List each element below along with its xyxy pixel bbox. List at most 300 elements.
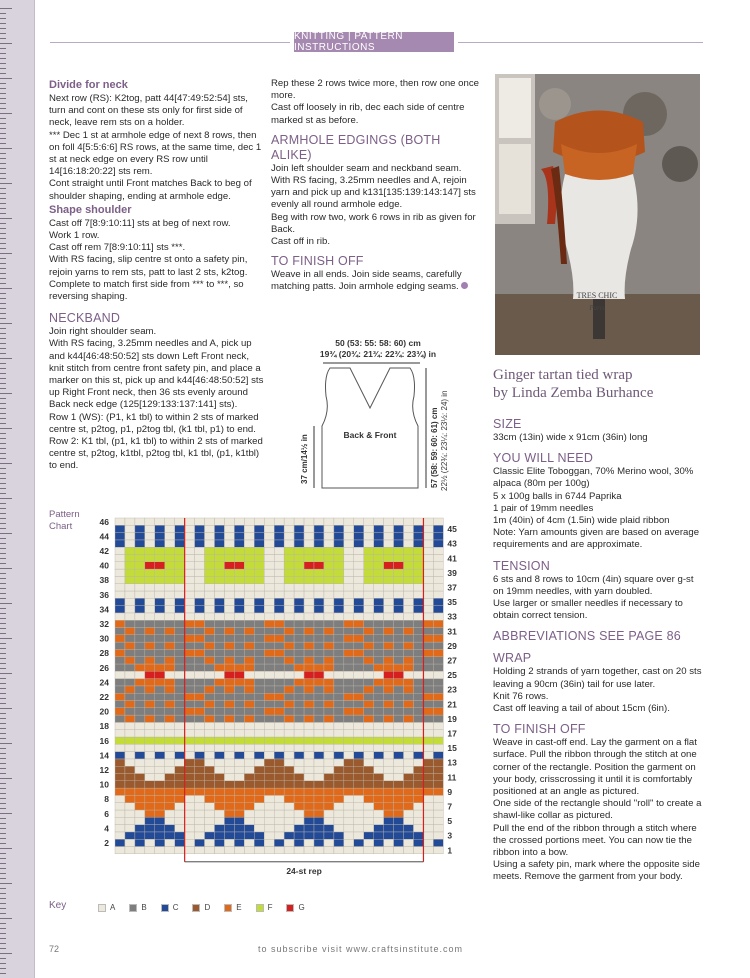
chart-cell	[165, 715, 175, 722]
chart-cell	[244, 518, 254, 525]
chart-cell	[254, 701, 264, 708]
chart-cell	[394, 803, 404, 810]
chart-cell	[334, 649, 344, 656]
chart-cell	[364, 555, 374, 562]
chart-cell	[244, 730, 254, 737]
chart-cell	[244, 701, 254, 708]
chart-cell	[394, 525, 404, 532]
chart-cell	[155, 671, 165, 678]
chart-cell	[394, 810, 404, 817]
chart-cell	[384, 584, 394, 591]
chart-cell	[165, 547, 175, 554]
chart-cell	[125, 686, 135, 693]
ruler-tick	[0, 593, 6, 594]
ruler-tick	[0, 693, 6, 694]
chart-cell	[344, 555, 354, 562]
chart-cell	[165, 620, 175, 627]
chart-cell	[224, 832, 234, 839]
chart-cell	[414, 781, 424, 788]
chart-cell	[384, 555, 394, 562]
chart-cell	[304, 752, 314, 759]
chart-cell	[314, 533, 324, 540]
chart-cell	[354, 547, 364, 554]
chart-cell	[423, 752, 433, 759]
key-letter: D	[204, 903, 211, 912]
chart-cell	[304, 744, 314, 751]
chart-cell	[334, 576, 344, 583]
chart-cell	[115, 715, 125, 722]
chart-cell	[274, 525, 284, 532]
ruler-tick	[0, 283, 6, 284]
chart-cell	[135, 708, 145, 715]
ruler-tick	[0, 93, 6, 94]
chart-cell	[384, 847, 394, 854]
chart-cell	[274, 533, 284, 540]
chart-cell	[354, 752, 364, 759]
chart-cell	[284, 547, 294, 554]
chart-cell	[334, 839, 344, 846]
chart-cell	[234, 628, 244, 635]
chart-cell	[215, 562, 225, 569]
chart-cell	[334, 722, 344, 729]
chart-cell	[155, 788, 165, 795]
ruler-tick	[0, 968, 6, 969]
chart-cell	[364, 598, 374, 605]
chart-cell	[195, 686, 205, 693]
chart-cell	[284, 679, 294, 686]
ruler-tick	[0, 253, 12, 254]
chart-cell	[384, 635, 394, 642]
chart-cell	[175, 628, 185, 635]
chart-cell	[324, 810, 334, 817]
chart-cell	[125, 744, 135, 751]
chart-cell	[185, 525, 195, 532]
chart-cell	[394, 832, 404, 839]
chart-cell	[165, 737, 175, 744]
chart-cell	[125, 664, 135, 671]
chart-cell	[354, 598, 364, 605]
ruler-tick	[0, 733, 6, 734]
chart-cell	[264, 671, 274, 678]
chart-cell	[165, 744, 175, 751]
chart-cell	[354, 817, 364, 824]
chart-cell	[254, 547, 264, 554]
chart-cell	[175, 839, 185, 846]
chart-cell	[175, 737, 185, 744]
chart-cell	[274, 715, 284, 722]
chart-cell	[224, 781, 234, 788]
chart-cell	[224, 766, 234, 773]
chart-cell	[414, 671, 424, 678]
chart-cell	[155, 817, 165, 824]
chart-cell	[394, 642, 404, 649]
chart-cell	[224, 744, 234, 751]
wrap-heading: WRAP	[493, 651, 532, 666]
chart-cell	[304, 737, 314, 744]
chart-cell	[374, 649, 384, 656]
chart-cell	[175, 847, 185, 854]
chart-cell	[314, 774, 324, 781]
chart-cell	[215, 649, 225, 656]
ruler-tick	[0, 663, 6, 664]
chart-cell	[155, 649, 165, 656]
chart-cell	[364, 730, 374, 737]
chart-cell	[215, 832, 225, 839]
chart-cell	[125, 737, 135, 744]
chart-cell	[344, 730, 354, 737]
chart-cell	[364, 708, 374, 715]
chart-cell	[294, 715, 304, 722]
chart-cell	[314, 817, 324, 824]
chart-cell	[145, 555, 155, 562]
chart-cell	[135, 606, 145, 613]
ruler-tick	[0, 893, 6, 894]
chart-cell	[215, 525, 225, 532]
chart-cell	[334, 766, 344, 773]
key-letter: B	[141, 903, 147, 912]
chart-cell	[215, 701, 225, 708]
chart-cell	[284, 803, 294, 810]
chart-cell	[125, 555, 135, 562]
chart-cell	[165, 766, 175, 773]
chart-cell	[115, 686, 125, 693]
chart-cell	[224, 671, 234, 678]
chart-cell	[185, 839, 195, 846]
chart-cell	[274, 847, 284, 854]
chart-cell	[433, 576, 443, 583]
chart-cell	[394, 766, 404, 773]
chart-cell	[324, 788, 334, 795]
chart-cell	[354, 708, 364, 715]
chart-cell	[324, 591, 334, 598]
chart-row-number-right: 7	[447, 801, 453, 812]
chart-cell	[254, 671, 264, 678]
chart-cell	[284, 686, 294, 693]
chart-cell	[145, 715, 155, 722]
chart-cell	[294, 752, 304, 759]
chart-cell	[384, 788, 394, 795]
chart-cell	[145, 795, 155, 802]
chart-cell	[135, 598, 145, 605]
chart-cell	[115, 591, 125, 598]
chart-cell	[115, 598, 125, 605]
chart-cell	[244, 803, 254, 810]
chart-cell	[165, 664, 175, 671]
chart-cell	[264, 533, 274, 540]
chart-cell	[404, 686, 414, 693]
ruler-tick	[0, 843, 6, 844]
chart-cell	[155, 781, 165, 788]
chart-cell	[205, 817, 215, 824]
chart-row-number-right: 43	[447, 538, 457, 549]
chart-cell	[175, 584, 185, 591]
chart-cell	[264, 540, 274, 547]
chart-cell	[244, 569, 254, 576]
ruler-tick	[0, 643, 6, 644]
chart-cell	[224, 562, 234, 569]
chart-cell	[294, 547, 304, 554]
chart-cell	[384, 701, 394, 708]
chart-cell	[264, 606, 274, 613]
chart-cell	[215, 839, 225, 846]
chart-cell	[205, 613, 215, 620]
key-swatch	[286, 904, 294, 912]
chart-cell	[423, 525, 433, 532]
chart-cell	[314, 598, 324, 605]
chart-cell	[334, 832, 344, 839]
chart-cell	[433, 606, 443, 613]
chart-cell	[155, 839, 165, 846]
chart-cell	[304, 598, 314, 605]
chart-cell	[115, 664, 125, 671]
chart-cell	[234, 847, 244, 854]
chart-cell	[433, 722, 443, 729]
chart-cell	[294, 518, 304, 525]
chart-cell	[125, 584, 135, 591]
chart-cell	[145, 788, 155, 795]
chart-cell	[423, 803, 433, 810]
chart-cell	[155, 664, 165, 671]
chart-cell	[224, 628, 234, 635]
chart-cell	[195, 708, 205, 715]
chart-cell	[344, 540, 354, 547]
ruler-tick	[0, 518, 6, 519]
chart-cell	[135, 576, 145, 583]
chart-cell	[324, 803, 334, 810]
chart-cell	[195, 839, 205, 846]
chart-cell	[205, 649, 215, 656]
chart-cell	[334, 547, 344, 554]
schematic-width-cm: 50 (53: 55: 58: 60) cm	[335, 338, 421, 348]
chart-cell	[314, 788, 324, 795]
wrap-photo	[495, 74, 700, 355]
chart-cell	[205, 825, 215, 832]
chart-cell	[394, 598, 404, 605]
chart-cell	[205, 540, 215, 547]
chart-cell	[125, 649, 135, 656]
chart-cell	[394, 774, 404, 781]
chart-cell	[274, 598, 284, 605]
chart-cell	[274, 708, 284, 715]
chart-cell	[324, 620, 334, 627]
chart-cell	[284, 576, 294, 583]
chart-cell	[394, 752, 404, 759]
chart-cell	[394, 635, 404, 642]
chart-cell	[125, 817, 135, 824]
chart-row-number-left: 2	[104, 838, 109, 848]
chart-cell	[165, 679, 175, 686]
chart-cell	[433, 752, 443, 759]
chart-cell	[125, 825, 135, 832]
chart-cell	[334, 620, 344, 627]
chart-cell	[274, 752, 284, 759]
chart-cell	[414, 847, 424, 854]
ruler-tick	[0, 563, 6, 564]
chart-cell	[185, 591, 195, 598]
chart-row-number-left: 30	[99, 633, 109, 644]
chart-row-number-right: 19	[447, 713, 457, 724]
chart-cell	[404, 752, 414, 759]
chart-cell	[304, 715, 314, 722]
chart-cell	[205, 686, 215, 693]
chart-cell	[264, 810, 274, 817]
chart-cell	[155, 628, 165, 635]
chart-cell	[175, 788, 185, 795]
chart-cell	[284, 737, 294, 744]
chart-cell	[324, 649, 334, 656]
chart-cell	[135, 722, 145, 729]
ruler-tick	[0, 523, 6, 524]
chart-cell	[304, 576, 314, 583]
chart-cell	[185, 547, 195, 554]
chart-cell	[274, 701, 284, 708]
ruler-tick	[0, 503, 6, 504]
chart-cell	[374, 774, 384, 781]
chart-cell	[384, 628, 394, 635]
chart-cell	[264, 766, 274, 773]
ruler-tick	[0, 153, 6, 154]
chart-cell	[215, 737, 225, 744]
chart-cell	[394, 781, 404, 788]
chart-cell	[195, 518, 205, 525]
chart-cell	[145, 708, 155, 715]
chart-cell	[324, 825, 334, 832]
chart-cell	[354, 642, 364, 649]
chart-cell	[244, 795, 254, 802]
chart-cell	[334, 540, 344, 547]
chart-cell	[394, 686, 404, 693]
chart-cell	[205, 722, 215, 729]
chart-cell	[274, 722, 284, 729]
chart-cell	[274, 766, 284, 773]
chart-cell	[224, 613, 234, 620]
chart-cell	[394, 839, 404, 846]
chart-cell	[404, 613, 414, 620]
chart-cell	[384, 686, 394, 693]
ruler-tick	[0, 653, 6, 654]
chart-cell	[354, 701, 364, 708]
chart-cell	[404, 788, 414, 795]
chart-cell	[414, 598, 424, 605]
ruler-tick	[0, 293, 6, 294]
ruler-tick	[0, 8, 12, 9]
chart-cell	[404, 737, 414, 744]
chart-cell	[314, 576, 324, 583]
chart-cell	[155, 576, 165, 583]
chart-cell	[115, 569, 125, 576]
chart-cell	[294, 664, 304, 671]
chart-cell	[364, 518, 374, 525]
chart-cell	[414, 701, 424, 708]
chart-cell	[384, 752, 394, 759]
chart-cell	[224, 686, 234, 693]
chart-cell	[334, 562, 344, 569]
chart-cell	[135, 569, 145, 576]
chart-cell	[423, 518, 433, 525]
chart-cell	[264, 708, 274, 715]
chart-cell	[364, 839, 374, 846]
chart-cell	[135, 642, 145, 649]
ruler-tick	[0, 318, 6, 319]
chart-cell	[125, 715, 135, 722]
chart-cell	[394, 620, 404, 627]
chart-cell	[384, 562, 394, 569]
chart-cell	[175, 606, 185, 613]
chart-cell	[394, 555, 404, 562]
ruler-tick	[0, 958, 6, 959]
ruler-tick	[0, 668, 6, 669]
chart-cell	[205, 569, 215, 576]
chart-cell	[354, 781, 364, 788]
chart-cell	[175, 693, 185, 700]
chart-cell	[304, 774, 314, 781]
chart-cell	[165, 832, 175, 839]
chart-cell	[155, 679, 165, 686]
chart-cell	[155, 759, 165, 766]
chart-cell	[344, 584, 354, 591]
chart-cell	[374, 664, 384, 671]
chart-cell	[224, 701, 234, 708]
chart-cell	[304, 664, 314, 671]
chart-cell	[324, 525, 334, 532]
chart-cell	[234, 737, 244, 744]
chart-cell	[135, 591, 145, 598]
chart-cell	[304, 620, 314, 627]
chart-cell	[264, 715, 274, 722]
chart-cell	[364, 701, 374, 708]
ruler-tick	[0, 933, 6, 934]
ruler-tick	[0, 213, 6, 214]
ruler-tick	[0, 248, 6, 249]
ruler-tick	[0, 308, 6, 309]
chart-cell	[264, 555, 274, 562]
schematic-length-cm: 57 (58: 59: 60: 61) cm	[430, 407, 439, 488]
chart-cell	[234, 649, 244, 656]
ruler-tick	[0, 133, 6, 134]
chart-cell	[244, 613, 254, 620]
ruler-tick	[0, 438, 6, 439]
chart-cell	[314, 540, 324, 547]
chart-cell	[404, 810, 414, 817]
chart-cell	[433, 693, 443, 700]
ruler-tick	[0, 343, 6, 344]
chart-cell	[404, 795, 414, 802]
chart-cell	[423, 730, 433, 737]
chart-cell	[195, 547, 205, 554]
chart-cell	[354, 606, 364, 613]
ruler-tick	[0, 378, 6, 379]
chart-cell	[284, 606, 294, 613]
key-item	[256, 903, 273, 912]
neckband-text: Join right shoulder seam. With RS facing, 3.25mm needles and A, pick up and k44[46:48:50:52] sts down Left Front neck, knit stitch from centre front safety pin, and place a marker on this st, pick up and k44[46:48:50:52] sts up Right Front neck, then 36 sts evenly around Back neck edge (125[129:133:137:141] sts).	[49, 326, 264, 411]
chart-cell	[324, 744, 334, 751]
chart-cell	[414, 540, 424, 547]
chart-cell	[394, 562, 404, 569]
chart-cell	[165, 569, 175, 576]
chart-cell	[314, 679, 324, 686]
chart-cell	[314, 744, 324, 751]
chart-cell	[304, 708, 314, 715]
chart-cell	[374, 744, 384, 751]
chart-cell	[274, 781, 284, 788]
chart-cell	[244, 715, 254, 722]
chart-cell	[334, 744, 344, 751]
chart-cell	[284, 525, 294, 532]
chart-cell	[115, 562, 125, 569]
chart-cell	[195, 774, 205, 781]
chart-cell	[155, 795, 165, 802]
chart-cell	[205, 598, 215, 605]
